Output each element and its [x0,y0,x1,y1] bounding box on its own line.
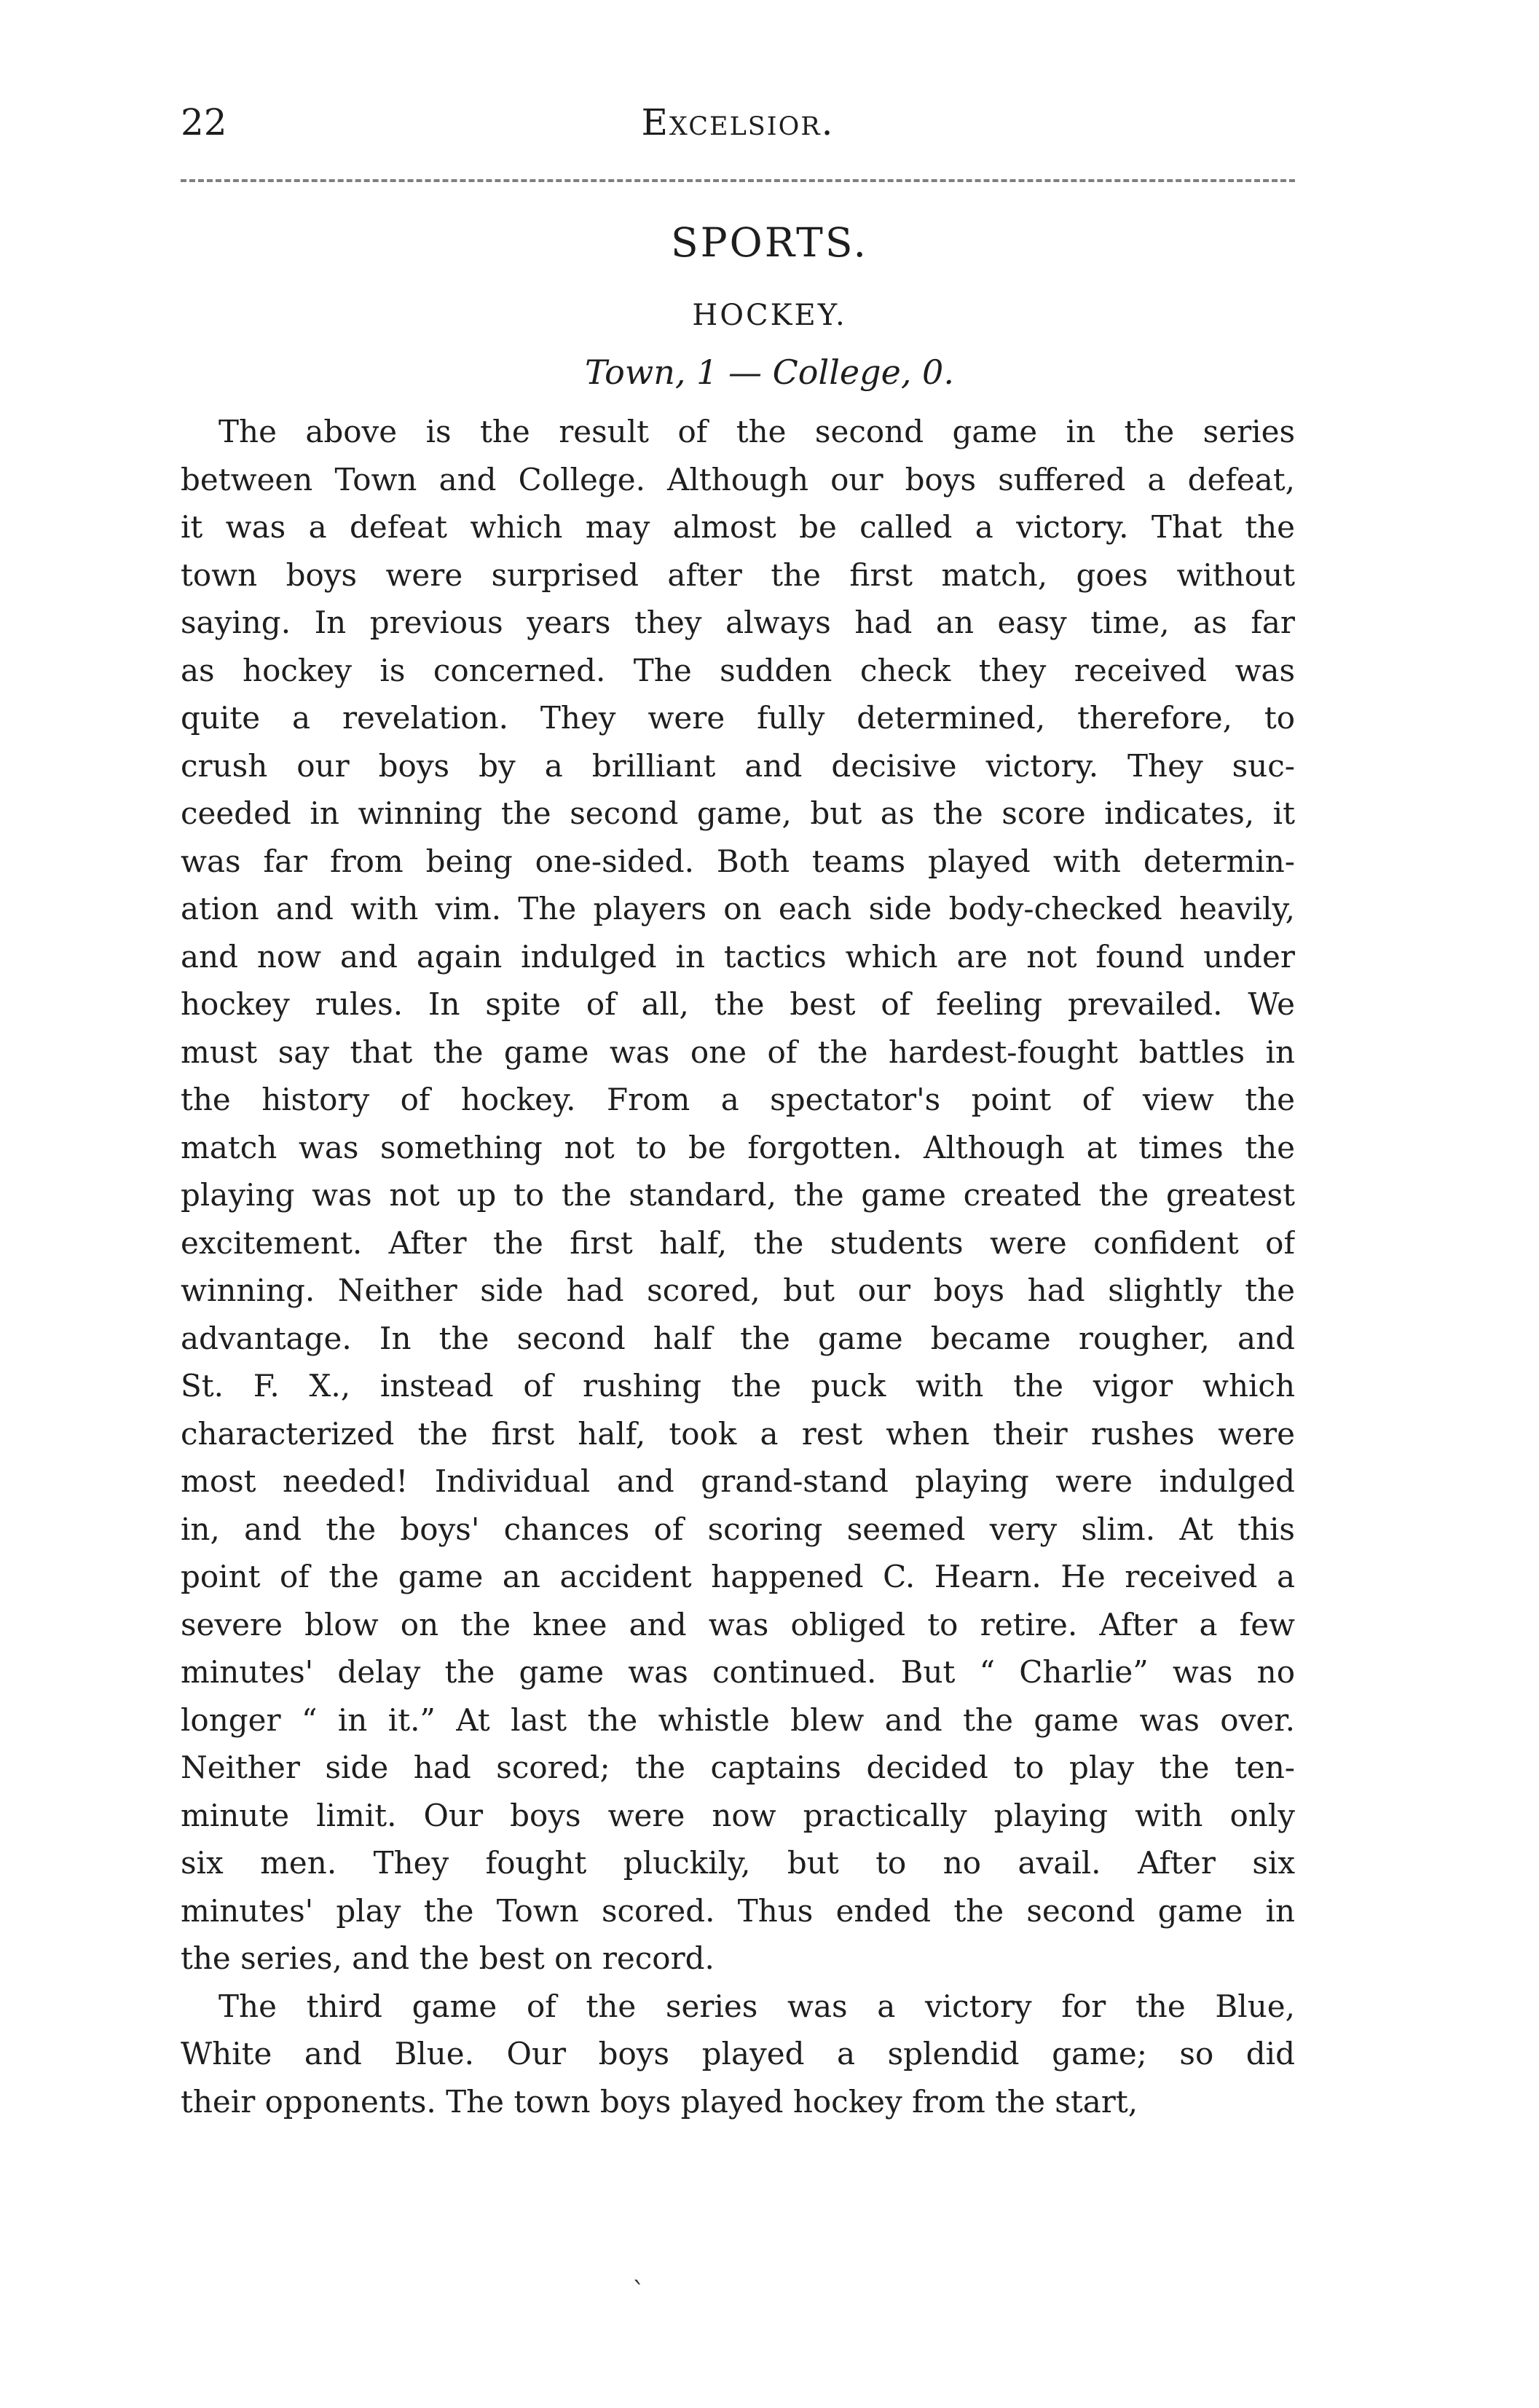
text-line: St. F. X., instead of rushing the puck with the vigor which [181,1368,1295,1404]
text-line: The third game of the series was a victory for the Blue, [219,1988,1295,2024]
text-line: must say that the game was one of the hardest-fought battles in [181,1034,1295,1070]
text-line: their opponents. The town boys played hockey from the start, [181,2083,1138,2120]
text-line: most needed! Individual and grand-stand playing were indulged [181,1463,1295,1499]
text-line: advantage. In the second half the game became rougher, and [181,1320,1295,1356]
text-line: it was a defeat which may almost be called a victory. That the [181,509,1295,545]
text-line: between Town and College. Although our boys suffered a defeat, [181,461,1295,497]
stray-mark: ` [632,2278,645,2307]
text-line: was far from being one-sided. Both teams played with determin- [181,843,1295,879]
text-line: and now and again indulged in tactics which are not found under [181,938,1295,975]
paragraph [181,408,1295,1983]
text-line: six men. They fought pluckily, but to no avail. After six [181,1845,1295,1881]
text-line: Neither side had scored; the captains decided to play the ten- [181,1750,1295,1785]
text-line: The above is the result of the second game in the series [219,414,1295,449]
text-line: ceeded in winning the second game, but as the score indicates, it [181,795,1295,831]
text-line: quite a revelation. They were fully determined, therefore, to [181,700,1295,736]
text-line: playing was not up to the standard, the game created the greatest [181,1177,1295,1213]
score-line: Town, 1 — College, 0. [585,353,954,392]
text-line: minute limit. Our boys were now practically playing with only [181,1797,1295,1833]
text-line: in, and the boys' chances of scoring seemed very slim. At this [181,1511,1295,1547]
text-line: ation and with vim. The players on each side body-checked heavily, [181,891,1295,926]
header-rule [181,179,1295,185]
text-line: hockey rules. In spite of all, the best of feeling prevailed. We [181,986,1295,1022]
text-line: match was something not to be forgotten. Although at times the [181,1129,1295,1165]
text-line: longer “ in it.” At last the whistle blew and the game was over. [181,1701,1295,1738]
text-line: the series, and the best on record. [181,1940,715,1976]
text-line: winning. Neither side had scored, but our boys had slightly the [181,1272,1295,1308]
paragraph [181,1983,1295,2126]
section-title: SPORTS. [670,219,869,266]
text-line: crush our boys by a brilliant and decisive victory. They suc- [181,747,1295,784]
text-line: characterized the first half, took a rest when their rushes were [181,1415,1295,1452]
text-line: minutes' play the Town scored. Thus ended the second game in [181,1892,1295,1929]
text-line: the history of hockey. From a spectator's point of view the [181,1082,1295,1117]
text-line: excitement. After the first half, the students were confident of [181,1224,1295,1261]
text-line: town boys were surprised after the first match, goes without [181,556,1295,593]
article-body [181,408,1295,2125]
text-line: as hockey is concerned. The sudden check they received was [181,652,1295,688]
text-line: point of the game an accident happened C. Hearn. He received a [181,1559,1295,1594]
text-line: minutes' delay the game was continued. But “ Charlie” was no [181,1654,1295,1690]
journal-title: Excelsior. [641,101,835,143]
subsection-title: HOCKEY. [692,299,847,332]
running-head [181,101,1295,152]
page-number: 22 [181,101,227,143]
text-line: severe blow on the knee and was obliged to retire. After a few [181,1606,1295,1642]
text-line: saying. In previous years they always had an easy time, as far [181,605,1295,640]
text-line: White and Blue. Our boys played a splendid game; so did [181,2036,1295,2071]
